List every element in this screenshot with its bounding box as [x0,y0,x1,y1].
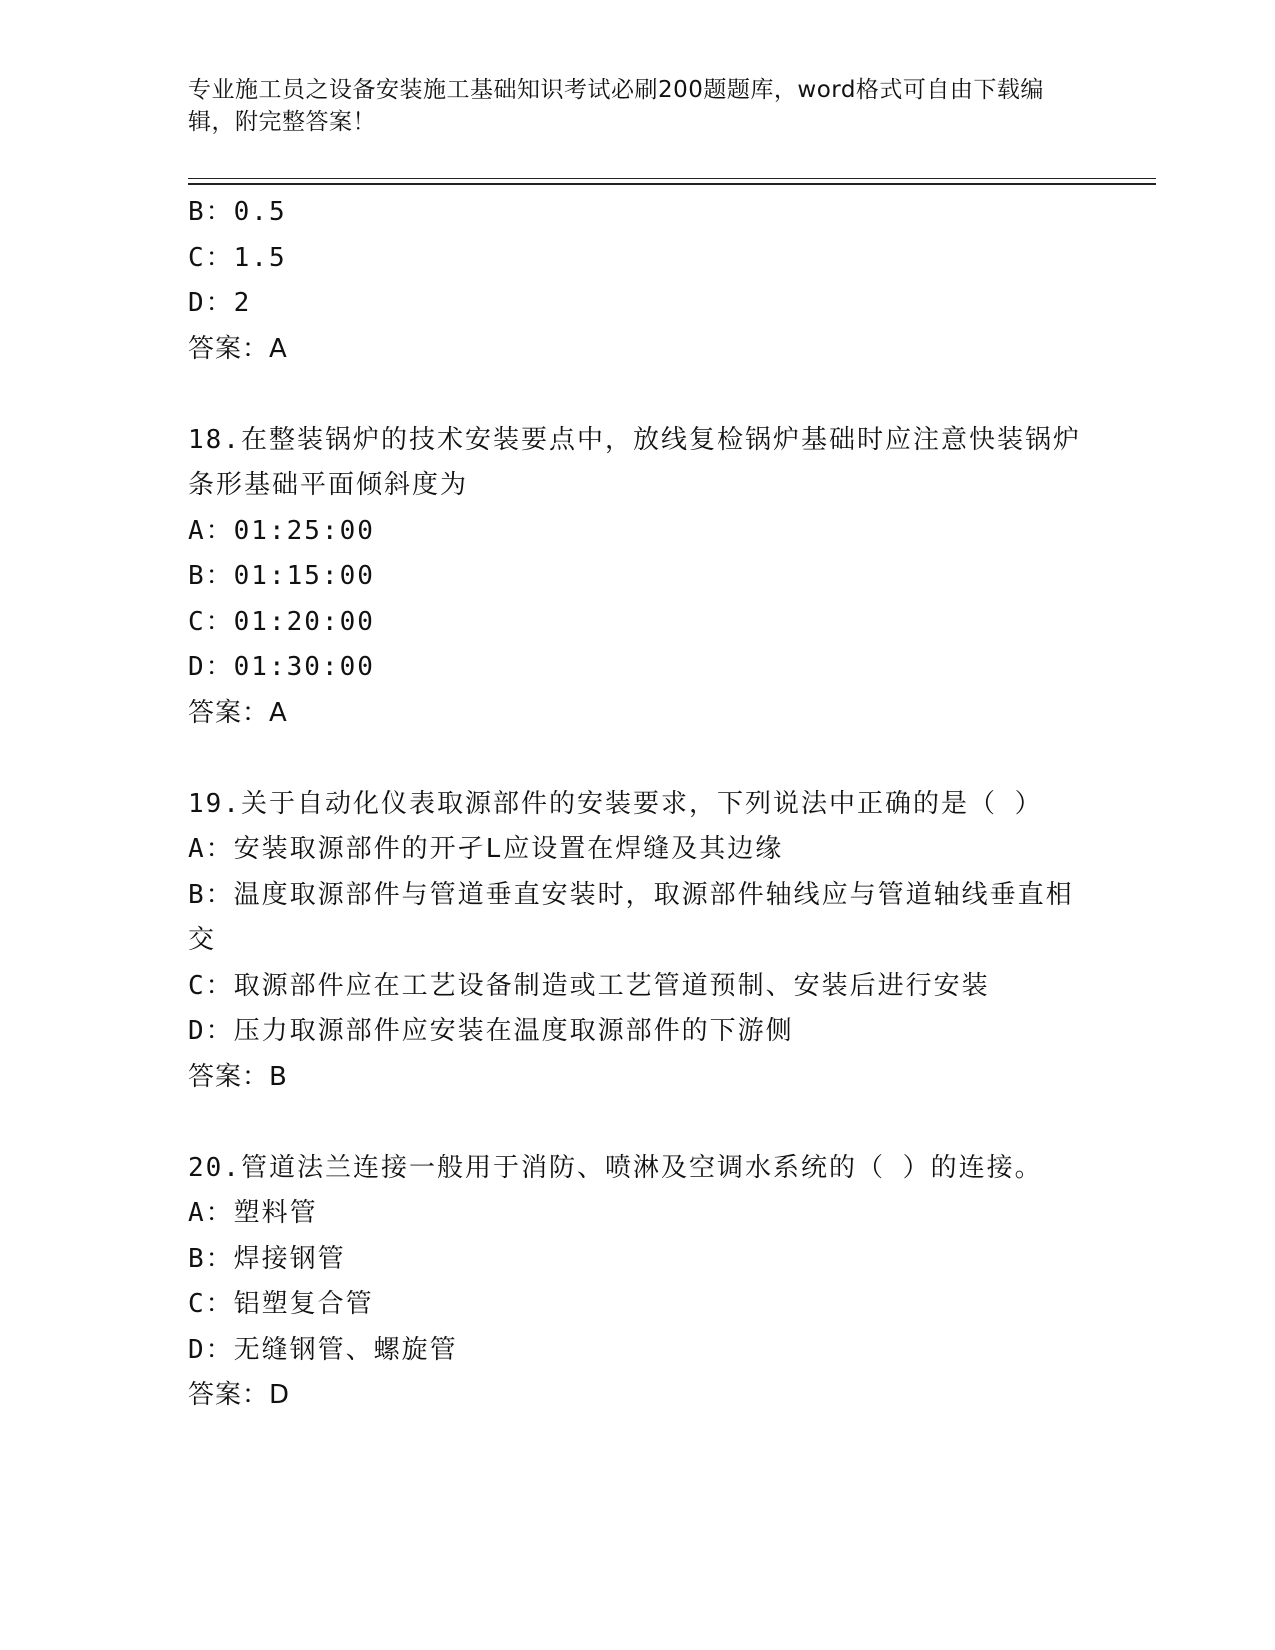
option-d: D：无缝钢管、螺旋管 [188,1334,458,1365]
option-b: B：0.5 [188,197,287,227]
question-block-19 [188,782,1088,1101]
option-c: C：1.5 [188,242,287,273]
question-text: 20.管道法兰连接一般用于消防、喷淋及空调水系统的（ ）的连接。 [188,1152,1043,1183]
question-text: 19.关于自动化仪表取源部件的安装要求，下列说法中正确的是（ ） [188,788,1043,819]
option-d: D：2 [188,288,252,318]
option-c: C：取源部件应在工艺设备制造或工艺管道预制、安装后进行安装 [188,970,990,1001]
option-d: D：01:30:00 [188,652,375,682]
question-block-17 [188,190,1088,372]
option-c: C：铝塑复合管 [188,1289,374,1319]
answer-line: 答案：D [188,1380,291,1410]
answer-line: 答案：A [188,697,288,728]
option-a: A：塑料管 [188,1198,318,1228]
answer-line: 答案：A [188,333,288,364]
header-rule-thick [188,183,1156,185]
option-d: D：压力取源部件应安装在温度取源部件的下游侧 [188,1016,794,1046]
option-a: A：01:25:00 [188,515,375,546]
document-header: 专业施工员之设备安装施工基础知识考试必刷200题题库，word格式可自由下载编辑，附完整答案！ [188,77,1044,135]
question-block-20 [188,1146,1088,1419]
option-b: B：01:15:00 [188,561,375,591]
option-b: B：温度取源部件与管道垂直安装时，取源部件轴线应与管道轴线垂直相交 [188,879,1074,955]
question-list [188,190,1088,1419]
question-text: 18.在整装锅炉的技术安装要点中，放线复检锅炉基础时应注意快装锅炉条形基础平面倾斜度为 [188,424,1081,500]
option-a: A：安装取源部件的开孑L应设置在焊缝及其边缘 [188,834,784,864]
question-block-18 [188,418,1088,737]
answer-line: 答案：B [188,1061,288,1092]
option-b: B：焊接钢管 [188,1243,346,1274]
header-rule-thin [188,178,1156,179]
option-c: C：01:20:00 [188,606,375,637]
